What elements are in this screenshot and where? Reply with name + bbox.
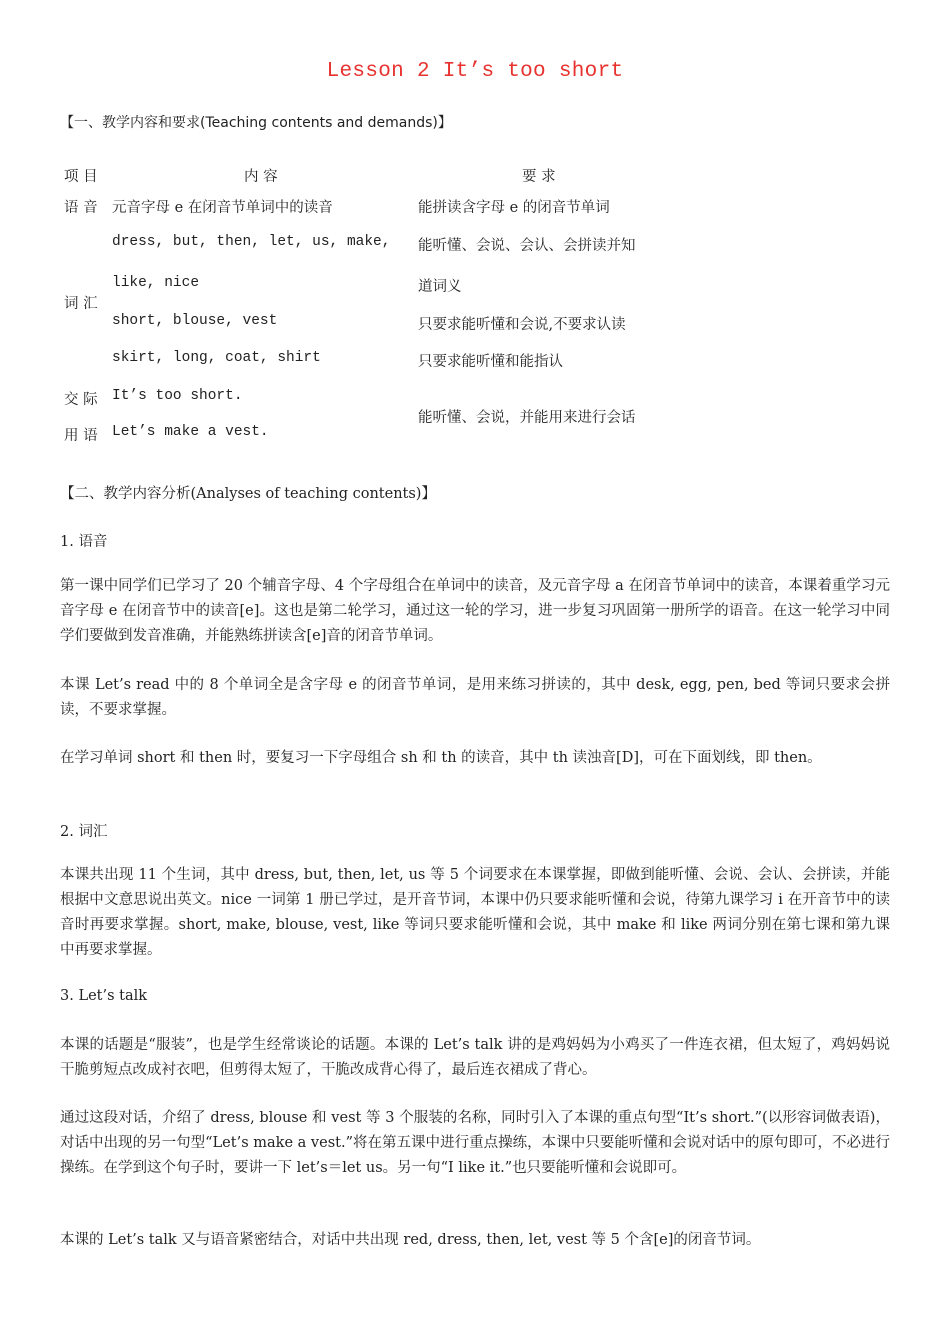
comm-demand: 能听懂、会说，并能用来进行会话 (418, 410, 636, 426)
row-vocab-label: 词 汇 (64, 296, 98, 312)
comm-phrase-2: Let’s make a vest. (112, 424, 269, 440)
vocab-demand-line1: 能听懂、会说、会认、会拼读并知 (418, 238, 636, 254)
vocab-words-line2: like, nice (112, 275, 200, 291)
paragraph-talk-2: 通过这段对话，介绍了 dress, blouse 和 vest 等 3 个服装的名称，同时引入了本课的重点句型“It’s short.”(以形容词做表语)，对话中出现的另一句型“Let’s make a vest.”将在第五课中进行重点操练，本课中只要能听懂和会说对话中的原句即可，不必进行操练。在学到这个句子时，要讲一下 let’s＝let us。另一句“I like it.”也只要能听懂和会说即可。 (60, 1110, 890, 1176)
row-comm-label-2: 用 语 (64, 428, 98, 444)
paragraph-vocabulary: 本课共出现 11 个生词，其中 dress, but, then, let, us 等 5 个词要求在本课掌握，即做到能听懂、会说、会认、会拼读，并能根据中文意思说出英文。nice 一词第 1 册已学过，是开音节词，本课中仍只要求能听懂和会说，待第九课学习 i 在开音节中的读音时再要求掌握。short, make, blouse, vest, like 等词只要求能听懂和会说，其中 make 和 like 两词分别在第七课和第九课中再要求掌握。 (60, 867, 890, 958)
lesson-title: Lesson 2 It’s too short (326, 60, 624, 83)
table-header-item: 项 目 (64, 169, 98, 185)
vocab-demand-line2: 道词义 (418, 279, 462, 295)
paragraph-talk-1: 本课的话题是“服装”，也是学生经常谈论的话题。本课的 Let’s talk 讲的是鸡妈妈为小鸡买了一件连衣裙，但太短了，鸡妈妈说干脆剪短点改成衬衣吧，但剪得太短了，干脆改成背心得了，最后连衣裙成了背心。 (60, 1037, 890, 1078)
section2-heading: 【二、教学内容分析(Analyses of teaching contents)】 (60, 486, 436, 502)
vocab-demand-row2: 只要求能听懂和会说,不要求认读 (418, 317, 626, 333)
table-header-demand: 要 求 (522, 169, 556, 185)
vocab-words-row3: skirt, long, coat, shirt (112, 350, 321, 366)
row-phonics-label: 语 音 (64, 200, 98, 216)
vocab-words-line1: dress, but, then, let, us, make, (112, 234, 391, 250)
paragraph-phonics-1: 第一课中同学们已学习了 20 个辅音字母、4 个字母组合在单词中的读音，及元音字母 a 在闭音节单词中的读音，本课着重学习元音字母 e 在闭音节中的读音[e]。这也是第二轮学习，通过这一轮的学习，进一步复习巩固第一册所学的语音。在这一轮学习中同学们要做到发音准确，并能熟练拼读含[e]音的闭音节单词。 (60, 578, 890, 644)
paragraph-talk-3: 本课的 Let’s talk 又与语音紧密结合，对话中共出现 red, dress, then, let, vest 等 5 个含[e]的闭音节词。 (60, 1232, 761, 1248)
heading-phonics: 1. 语音 (60, 534, 108, 550)
heading-vocabulary: 2. 词汇 (60, 824, 108, 840)
row-phonics-demand: 能拼读含字母 e 的闭音节单词 (418, 200, 610, 216)
paragraph-phonics-3: 在学习单词 short 和 then 时，要复习一下字母组合 sh 和 th 的读音，其中 th 读浊音[D]，可在下面划线，即 then。 (60, 750, 822, 766)
heading-lets-talk: 3. Let’s talk (60, 988, 148, 1004)
row-comm-label-1: 交 际 (64, 392, 98, 408)
comm-phrase-1: It’s too short. (112, 388, 243, 404)
vocab-words-row2: short, blouse, vest (112, 313, 278, 329)
row-phonics-content: 元音字母 e 在闭音节单词中的读音 (112, 200, 333, 216)
vocab-demand-row3: 只要求能听懂和能指认 (418, 354, 563, 370)
paragraph-phonics-2: 本课 Let’s read 中的 8 个单词全是含字母 e 的闭音节单词，是用来练习拼读的，其中 desk, egg, pen, bed 等词只要求会拼读，不要求掌握。 (60, 677, 890, 718)
section1-heading: 【一、教学内容和要求(Teaching contents and demands)】 (60, 115, 452, 131)
table-header-content: 内 容 (244, 169, 278, 185)
